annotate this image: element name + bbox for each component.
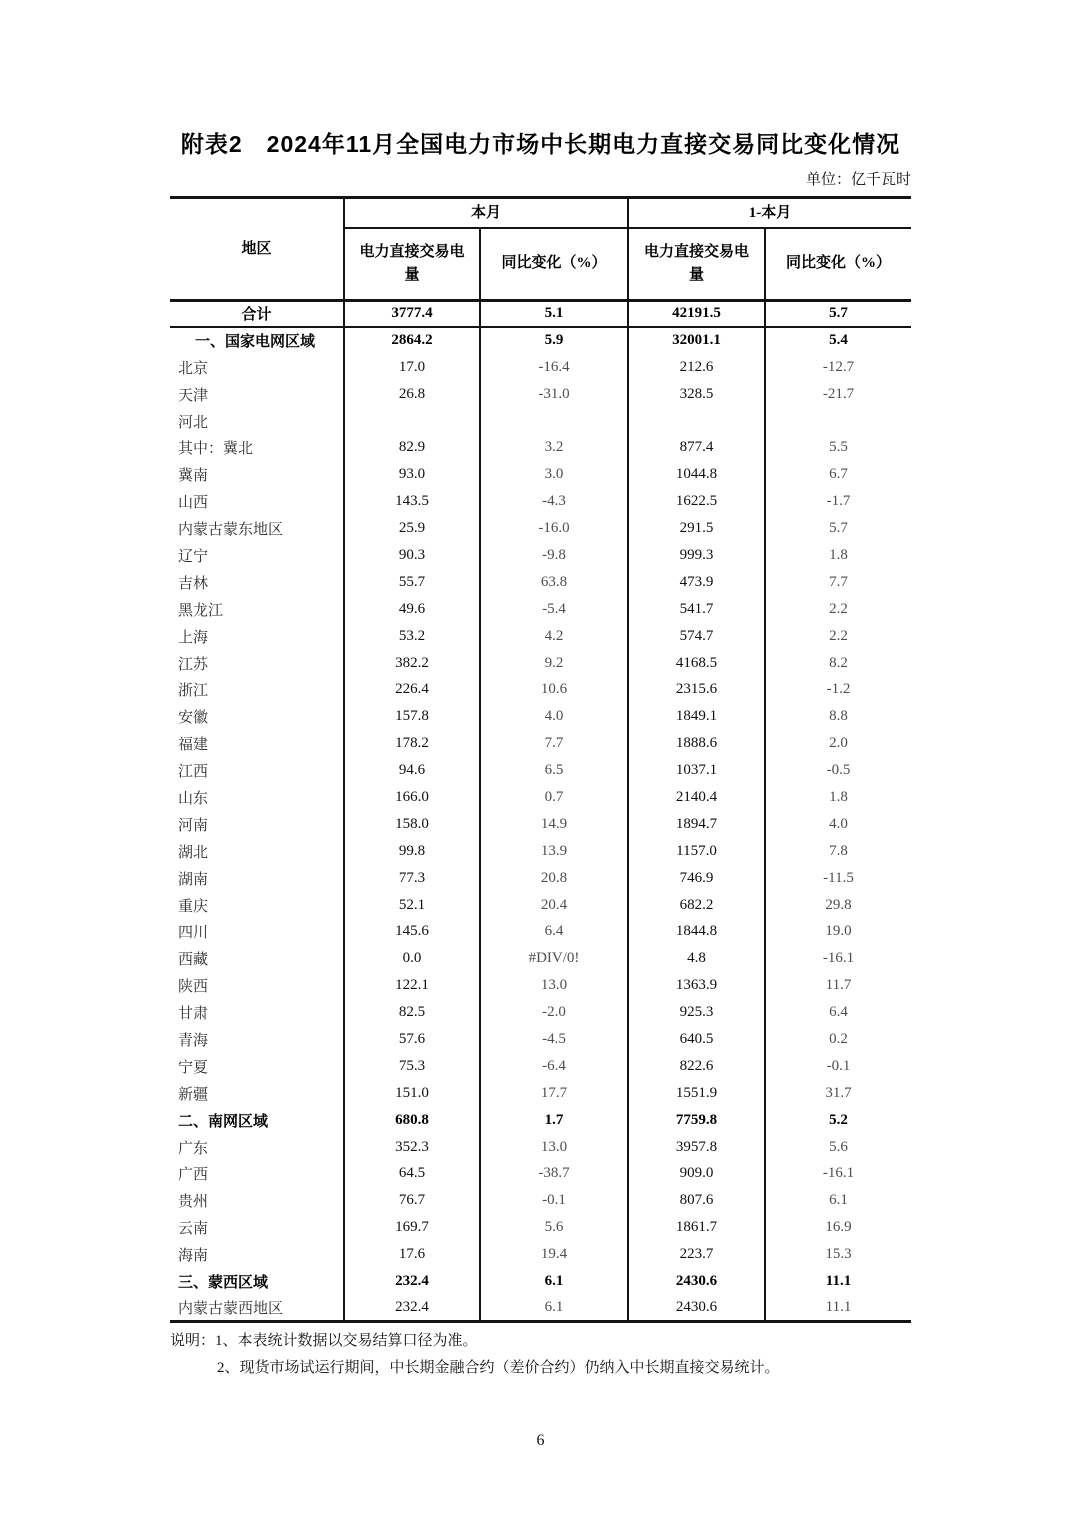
region-name: 吉林 bbox=[170, 569, 344, 596]
document-page bbox=[170, 0, 911, 1450]
table-row bbox=[170, 972, 911, 999]
header-yoy-ytd: 同比变化（%） bbox=[786, 255, 892, 272]
cell-yoy-month: 20.4 bbox=[480, 892, 628, 919]
cell-yoy-ytd: -0.5 bbox=[826, 762, 851, 779]
cell-volume-month: 25.9 bbox=[344, 515, 480, 542]
cell-volume-month: 143.5 bbox=[344, 488, 480, 515]
cell-yoy-ytd: 11.1 bbox=[825, 1273, 852, 1289]
region-name: 重庆 bbox=[170, 892, 344, 919]
cell-yoy-ytd bbox=[765, 408, 911, 435]
cell-volume-month: 49.6 bbox=[344, 596, 480, 623]
region-name: 四川 bbox=[170, 918, 344, 945]
cell-volume-ytd: 212.6 bbox=[628, 354, 765, 381]
cell-volume-ytd: 909.0 bbox=[628, 1161, 765, 1188]
cell-volume-ytd: 291.5 bbox=[628, 515, 765, 542]
cell-volume-month: 82.9 bbox=[344, 434, 480, 461]
cell-volume-ytd: 2430.6 bbox=[628, 1268, 765, 1295]
region-name: 陕西 bbox=[170, 972, 344, 999]
cell-volume-ytd: 2430.6 bbox=[628, 1295, 765, 1322]
region-name: 甘肃 bbox=[170, 999, 344, 1026]
cell-yoy-ytd: 7.7 bbox=[829, 573, 848, 590]
cell-volume-month: 99.8 bbox=[344, 838, 480, 865]
cell-yoy-month: 6.5 bbox=[480, 757, 628, 784]
table-row bbox=[170, 408, 911, 435]
cell-yoy-ytd: 5.7 bbox=[829, 305, 848, 322]
cell-volume-ytd: 541.7 bbox=[628, 596, 765, 623]
cell-volume-ytd: 1363.9 bbox=[628, 972, 765, 999]
cell-yoy-month: 3.0 bbox=[480, 461, 628, 488]
region-name: 福建 bbox=[170, 730, 344, 757]
table-row bbox=[170, 381, 911, 408]
region-name: 江西 bbox=[170, 757, 344, 784]
cell-yoy-ytd: 11.7 bbox=[825, 977, 852, 994]
region-name: 新疆 bbox=[170, 1080, 344, 1107]
table-row bbox=[170, 811, 911, 838]
data-table bbox=[170, 196, 911, 1323]
cell-yoy-month: 10.6 bbox=[480, 676, 628, 703]
region-name: 江苏 bbox=[170, 650, 344, 677]
cell-yoy-month: 3.2 bbox=[480, 434, 628, 461]
cell-yoy-ytd: 19.0 bbox=[825, 923, 852, 940]
cell-volume-ytd: 2140.4 bbox=[628, 784, 765, 811]
table-row bbox=[170, 515, 911, 542]
cell-volume-month: 77.3 bbox=[344, 865, 480, 892]
cell-yoy-ytd: -1.7 bbox=[826, 493, 851, 510]
cell-volume-month: 90.3 bbox=[344, 542, 480, 569]
cell-volume-ytd: 3957.8 bbox=[628, 1134, 765, 1161]
cell-volume-ytd: 1037.1 bbox=[628, 757, 765, 784]
cell-yoy-month: 17.7 bbox=[480, 1080, 628, 1107]
cell-volume-ytd: 925.3 bbox=[628, 999, 765, 1026]
cell-yoy-ytd: 2.2 bbox=[829, 600, 848, 617]
cell-volume-month: 75.3 bbox=[344, 1053, 480, 1080]
cell-yoy-ytd: 2.2 bbox=[829, 627, 848, 644]
cell-volume-month: 2864.2 bbox=[344, 327, 480, 354]
cell-yoy-month bbox=[480, 408, 628, 435]
table-row bbox=[170, 1134, 911, 1161]
cell-yoy-ytd: 6.1 bbox=[829, 1192, 848, 1209]
region-name: 河北 bbox=[170, 408, 344, 435]
cell-volume-month: 226.4 bbox=[344, 676, 480, 703]
region-name: 河南 bbox=[170, 811, 344, 838]
cell-yoy-ytd: 29.8 bbox=[825, 896, 852, 913]
table-row bbox=[170, 1161, 911, 1188]
cell-volume-ytd: 4168.5 bbox=[628, 650, 765, 677]
cell-volume-month: 352.3 bbox=[344, 1134, 480, 1161]
cell-yoy-month: 4.0 bbox=[480, 703, 628, 730]
note-item-1: 1、本表统计数据以交易结算口径为准。 bbox=[215, 1333, 478, 1350]
cell-volume-ytd: 1551.9 bbox=[628, 1080, 765, 1107]
table-row bbox=[170, 1026, 911, 1053]
cell-volume-month: 3777.4 bbox=[344, 300, 480, 327]
region-name: 湖北 bbox=[170, 838, 344, 865]
cell-volume-ytd: 1044.8 bbox=[628, 461, 765, 488]
cell-yoy-ytd: 4.0 bbox=[829, 815, 848, 832]
cell-volume-ytd bbox=[628, 408, 765, 435]
region-name: 浙江 bbox=[170, 676, 344, 703]
cell-volume-ytd: 32001.1 bbox=[628, 327, 765, 354]
cell-volume-month: 680.8 bbox=[344, 1107, 480, 1134]
cell-yoy-month: -38.7 bbox=[480, 1161, 628, 1188]
cell-yoy-month: -31.0 bbox=[480, 381, 628, 408]
cell-yoy-month: 6.1 bbox=[480, 1268, 628, 1295]
table-row bbox=[170, 1268, 911, 1295]
region-name: 贵州 bbox=[170, 1187, 344, 1214]
notes-label: 说明： bbox=[170, 1333, 216, 1350]
cell-volume-ytd: 807.6 bbox=[628, 1187, 765, 1214]
cell-yoy-ytd: 0.2 bbox=[829, 1030, 848, 1047]
table-row bbox=[170, 892, 911, 919]
cell-yoy-ytd: 5.4 bbox=[829, 332, 848, 349]
cell-volume-ytd: 223.7 bbox=[628, 1241, 765, 1268]
cell-volume-month: 57.6 bbox=[344, 1026, 480, 1053]
cell-volume-month: 382.2 bbox=[344, 650, 480, 677]
cell-yoy-month: 6.4 bbox=[480, 918, 628, 945]
cell-volume-month: 232.4 bbox=[344, 1268, 480, 1295]
cell-volume-month: 145.6 bbox=[344, 918, 480, 945]
cell-yoy-month: 14.9 bbox=[480, 811, 628, 838]
cell-yoy-ytd: 2.0 bbox=[829, 735, 848, 752]
cell-volume-ytd: 473.9 bbox=[628, 569, 765, 596]
cell-yoy-month: -16.0 bbox=[480, 515, 628, 542]
table-row bbox=[170, 1187, 911, 1214]
cell-yoy-ytd: 31.7 bbox=[825, 1084, 852, 1101]
region-name: 广东 bbox=[170, 1134, 344, 1161]
table-row bbox=[170, 461, 911, 488]
cell-volume-ytd: 822.6 bbox=[628, 1053, 765, 1080]
cell-volume-month: 232.4 bbox=[344, 1295, 480, 1322]
header-group-ytd: 1-本月 bbox=[628, 198, 911, 229]
table-row bbox=[170, 999, 911, 1026]
region-name: 广西 bbox=[170, 1161, 344, 1188]
cell-yoy-ytd: -21.7 bbox=[822, 385, 855, 402]
table-row bbox=[170, 1241, 911, 1268]
cell-volume-ytd: 328.5 bbox=[628, 381, 765, 408]
region-name: 宁夏 bbox=[170, 1053, 344, 1080]
table-row bbox=[170, 865, 911, 892]
table-row bbox=[170, 300, 911, 327]
cell-yoy-month: -2.0 bbox=[480, 999, 628, 1026]
region-name: 内蒙古蒙西地区 bbox=[170, 1295, 344, 1322]
header-yoy-month: 同比变化（%） bbox=[480, 228, 628, 300]
cell-volume-month: 0.0 bbox=[344, 945, 480, 972]
cell-yoy-month: 5.1 bbox=[480, 300, 628, 327]
cell-yoy-month: 0.7 bbox=[480, 784, 628, 811]
table-row bbox=[170, 1107, 911, 1134]
table-row bbox=[170, 569, 911, 596]
note-item-2: 2、现货市场试运行期间，中长期金融合约（差价合约）仍纳入中长期直接交易统计。 bbox=[217, 1360, 780, 1377]
page-title: 附表2 2024年11月全国电力市场中长期电力直接交易同比变化情况 bbox=[180, 131, 901, 157]
region-name: 冀南 bbox=[170, 461, 344, 488]
cell-yoy-month: 13.0 bbox=[480, 972, 628, 999]
cell-volume-ytd: 1894.7 bbox=[628, 811, 765, 838]
cell-yoy-ytd: 8.8 bbox=[829, 708, 848, 725]
region-name: 内蒙古蒙东地区 bbox=[170, 515, 344, 542]
table-row bbox=[170, 1295, 911, 1322]
region-name: 其中：冀北 bbox=[170, 434, 344, 461]
cell-volume-ytd: 1622.5 bbox=[628, 488, 765, 515]
cell-volume-ytd: 877.4 bbox=[628, 434, 765, 461]
cell-yoy-month: -0.1 bbox=[480, 1187, 628, 1214]
cell-volume-ytd: 1157.0 bbox=[628, 838, 765, 865]
page-number: 6 bbox=[536, 1432, 545, 1450]
unit-label: 单位：亿千瓦时 bbox=[805, 172, 911, 188]
cell-volume-month: 52.1 bbox=[344, 892, 480, 919]
table-body bbox=[170, 300, 911, 1322]
region-name: 三、蒙西区域 bbox=[170, 1268, 344, 1295]
cell-volume-month bbox=[344, 408, 480, 435]
table-row bbox=[170, 730, 911, 757]
region-name: 辽宁 bbox=[170, 542, 344, 569]
header-region: 地区 bbox=[170, 198, 344, 301]
cell-yoy-month: 13.0 bbox=[480, 1134, 628, 1161]
table-row bbox=[170, 676, 911, 703]
cell-yoy-month: 4.2 bbox=[480, 623, 628, 650]
cell-yoy-month: -5.4 bbox=[480, 596, 628, 623]
cell-volume-month: 64.5 bbox=[344, 1161, 480, 1188]
cell-yoy-month: 1.7 bbox=[480, 1107, 628, 1134]
table-header bbox=[170, 198, 911, 301]
cell-yoy-month: #DIV/0! bbox=[480, 945, 628, 972]
table-row bbox=[170, 784, 911, 811]
notes-block bbox=[170, 1328, 911, 1382]
region-name: 二、南网区域 bbox=[170, 1107, 344, 1134]
header-group-month: 本月 bbox=[344, 198, 628, 229]
cell-volume-month: 178.2 bbox=[344, 730, 480, 757]
cell-volume-month: 151.0 bbox=[344, 1080, 480, 1107]
cell-volume-ytd: 1861.7 bbox=[628, 1214, 765, 1241]
cell-volume-month: 122.1 bbox=[344, 972, 480, 999]
cell-yoy-ytd: -1.2 bbox=[826, 681, 851, 698]
cell-volume-month: 17.0 bbox=[344, 354, 480, 381]
cell-volume-month: 26.8 bbox=[344, 381, 480, 408]
region-name: 山东 bbox=[170, 784, 344, 811]
cell-volume-ytd: 4.8 bbox=[628, 945, 765, 972]
cell-yoy-month: 63.8 bbox=[480, 569, 628, 596]
region-name: 黑龙江 bbox=[170, 596, 344, 623]
table-row bbox=[170, 1214, 911, 1241]
cell-yoy-month: 13.9 bbox=[480, 838, 628, 865]
cell-yoy-ytd: 6.7 bbox=[829, 466, 848, 483]
cell-yoy-ytd: 1.8 bbox=[829, 546, 848, 563]
cell-yoy-ytd: 16.9 bbox=[825, 1219, 852, 1236]
cell-yoy-month: 20.8 bbox=[480, 865, 628, 892]
region-name: 北京 bbox=[170, 354, 344, 381]
table-row bbox=[170, 1080, 911, 1107]
cell-yoy-ytd: 5.2 bbox=[829, 1111, 848, 1128]
cell-volume-month: 166.0 bbox=[344, 784, 480, 811]
cell-volume-ytd: 574.7 bbox=[628, 623, 765, 650]
table-row bbox=[170, 596, 911, 623]
cell-yoy-ytd: -16.1 bbox=[822, 1165, 855, 1182]
region-name: 上海 bbox=[170, 623, 344, 650]
cell-yoy-ytd: 5.5 bbox=[829, 439, 848, 456]
header-volume-month: 电力直接交易电量 bbox=[344, 228, 480, 300]
table-row bbox=[170, 542, 911, 569]
cell-yoy-month: -16.4 bbox=[480, 354, 628, 381]
cell-volume-ytd: 7759.8 bbox=[628, 1107, 765, 1134]
region-name: 山西 bbox=[170, 488, 344, 515]
cell-yoy-month: 5.9 bbox=[480, 327, 628, 354]
region-name: 海南 bbox=[170, 1241, 344, 1268]
region-name: 合计 bbox=[170, 300, 344, 327]
region-name: 一、国家电网区域 bbox=[170, 327, 344, 354]
cell-yoy-ytd: 8.2 bbox=[829, 654, 848, 671]
table-row bbox=[170, 434, 911, 461]
cell-volume-month: 158.0 bbox=[344, 811, 480, 838]
table-row bbox=[170, 703, 911, 730]
cell-yoy-month: 7.7 bbox=[480, 730, 628, 757]
cell-volume-month: 82.5 bbox=[344, 999, 480, 1026]
cell-yoy-ytd: 7.8 bbox=[829, 842, 848, 859]
table-row bbox=[170, 623, 911, 650]
cell-volume-ytd: 42191.5 bbox=[628, 300, 765, 327]
cell-volume-month: 55.7 bbox=[344, 569, 480, 596]
region-name: 安徽 bbox=[170, 703, 344, 730]
cell-volume-month: 17.6 bbox=[344, 1241, 480, 1268]
cell-yoy-month: -6.4 bbox=[480, 1053, 628, 1080]
cell-volume-ytd: 2315.6 bbox=[628, 676, 765, 703]
header-group-row bbox=[170, 198, 911, 229]
table-row bbox=[170, 488, 911, 515]
cell-yoy-month: -9.8 bbox=[480, 542, 628, 569]
table-row bbox=[170, 1053, 911, 1080]
table-row bbox=[170, 327, 911, 354]
cell-volume-ytd: 1849.1 bbox=[628, 703, 765, 730]
table-row bbox=[170, 757, 911, 784]
region-name: 云南 bbox=[170, 1214, 344, 1241]
cell-volume-month: 169.7 bbox=[344, 1214, 480, 1241]
cell-yoy-ytd: -0.1 bbox=[826, 1057, 851, 1074]
cell-volume-ytd: 640.5 bbox=[628, 1026, 765, 1053]
cell-yoy-month: 6.1 bbox=[480, 1295, 628, 1322]
cell-volume-ytd: 682.2 bbox=[628, 892, 765, 919]
cell-yoy-ytd: -12.7 bbox=[822, 358, 855, 375]
cell-yoy-ytd: 5.6 bbox=[829, 1138, 848, 1155]
cell-yoy-ytd: 15.3 bbox=[825, 1246, 852, 1263]
region-name: 西藏 bbox=[170, 945, 344, 972]
table-row bbox=[170, 945, 911, 972]
cell-volume-month: 53.2 bbox=[344, 623, 480, 650]
cell-yoy-ytd: 6.4 bbox=[829, 1004, 848, 1021]
header-volume-ytd: 电力直接交易电量 bbox=[628, 228, 765, 300]
region-name: 湖南 bbox=[170, 865, 344, 892]
cell-yoy-month: 19.4 bbox=[480, 1241, 628, 1268]
cell-yoy-ytd: 1.8 bbox=[829, 788, 848, 805]
cell-volume-ytd: 1888.6 bbox=[628, 730, 765, 757]
cell-volume-month: 76.7 bbox=[344, 1187, 480, 1214]
cell-yoy-ytd: -11.5 bbox=[823, 869, 854, 886]
cell-yoy-month: -4.5 bbox=[480, 1026, 628, 1053]
cell-volume-month: 157.8 bbox=[344, 703, 480, 730]
region-name: 天津 bbox=[170, 381, 344, 408]
table-row bbox=[170, 918, 911, 945]
note-line-1 bbox=[170, 1328, 911, 1355]
cell-yoy-month: 9.2 bbox=[480, 650, 628, 677]
cell-yoy-month: -4.3 bbox=[480, 488, 628, 515]
table-row bbox=[170, 838, 911, 865]
table-row bbox=[170, 354, 911, 381]
cell-yoy-month: 5.6 bbox=[480, 1214, 628, 1241]
cell-volume-month: 94.6 bbox=[344, 757, 480, 784]
cell-volume-ytd: 746.9 bbox=[628, 865, 765, 892]
cell-volume-month: 93.0 bbox=[344, 461, 480, 488]
cell-yoy-ytd: 5.7 bbox=[829, 520, 848, 537]
cell-volume-ytd: 999.3 bbox=[628, 542, 765, 569]
cell-yoy-ytd: 11.1 bbox=[825, 1299, 852, 1316]
table-row bbox=[170, 650, 911, 677]
cell-volume-ytd: 1844.8 bbox=[628, 918, 765, 945]
region-name: 青海 bbox=[170, 1026, 344, 1053]
cell-yoy-ytd: -16.1 bbox=[822, 950, 855, 967]
